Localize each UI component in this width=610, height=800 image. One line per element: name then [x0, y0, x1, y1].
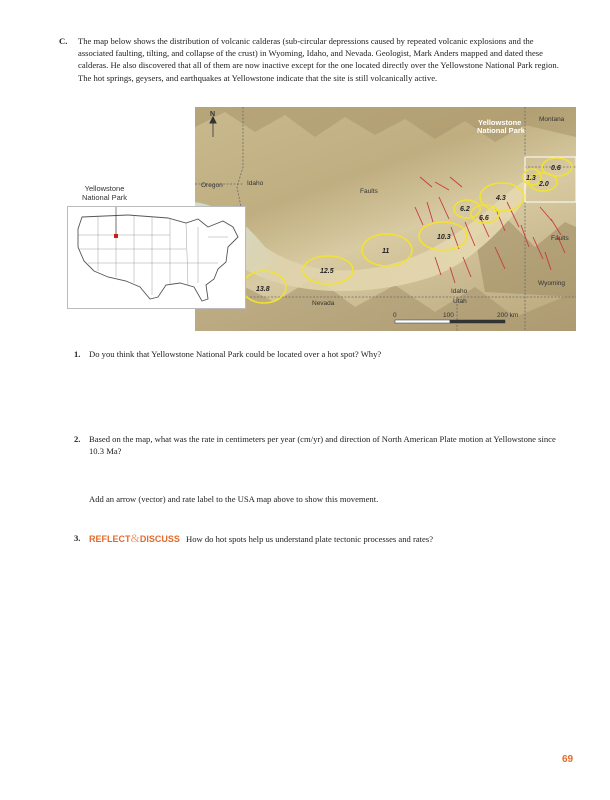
park-label-line2: National Park [477, 126, 525, 135]
north-label: N [210, 111, 216, 118]
caldera-label-1-3: 1.3 [526, 175, 536, 182]
scale-zero: 0 [393, 312, 397, 319]
caldera-label-12-5: 12.5 [320, 268, 334, 275]
label-wyoming: Wyoming [538, 280, 566, 287]
question-2-text: Based on the map, what was the rate in centimeters per year (cm/yr) and direction of North American Plate motion at Yellowstone since 10.3 Ma? [89, 434, 556, 457]
question-1-text: Do you think that Yellowstone National Park could be located over a hot spot? Why? [89, 349, 382, 359]
reflect-word: REFLECT [89, 534, 131, 544]
caldera-label-6-2: 6.2 [460, 206, 470, 213]
scale-mid: 100 [443, 312, 454, 319]
caldera-label-13-8: 13.8 [256, 286, 270, 293]
question-3 [74, 531, 569, 545]
map-graphic [195, 107, 576, 331]
question-2 [74, 433, 569, 457]
question-1 [74, 348, 569, 360]
question-3-text: How do hot spots help us understand plate tectonic processes and rates? [186, 534, 434, 544]
label-oregon: Oregon [201, 182, 223, 189]
caldera-label-6-6: 6.6 [479, 215, 489, 222]
caldera-label-10-3: 10.3 [437, 234, 451, 241]
reflect-discuss-tag [89, 531, 180, 545]
usa-map-graphic [68, 207, 245, 308]
caldera-label-4-3: 4.3 [496, 195, 506, 202]
label-montana: Montana [539, 116, 565, 123]
intro-text: The map below shows the distribution of volcanic calderas (sub-circular depressions caused by repeated volcanic explosions and the associated faulting, tilting, and collapse of the crust) in Wyoming, Idaho, and Nevada. Geologist, Mark Anders mapped and dated these calderas. He also discovered that all of them are now inactive except for the one located directly over the Yellowstone National Park region. The hot springs, geysers, and earthquakes at Yellowstone indicate that the site is still volcanically active. [78, 36, 559, 83]
scale-bar-graphic [395, 320, 505, 323]
question-2-number: 2. [74, 434, 81, 444]
question-3-number: 3. [74, 533, 81, 543]
terrain [195, 107, 576, 331]
caldera-label-2-0: 2.0 [539, 181, 549, 188]
caldera-label-11: 11 [382, 248, 390, 255]
inset-park-label [82, 184, 127, 202]
usa-outline [78, 215, 238, 301]
label-utah: Utah [453, 298, 467, 305]
inset-label-line1: Yellowstone [84, 184, 125, 193]
yellowstone-marker [114, 234, 118, 238]
usa-inset-map [67, 206, 246, 309]
inset-label-line2: National Park [82, 193, 128, 202]
arrow-task-text: Add an arrow (vector) and rate label to the USA map above to show this movement. [89, 494, 379, 504]
ampersand: & [130, 531, 140, 545]
question-1-number: 1. [74, 349, 81, 359]
caldera-map [195, 107, 576, 331]
caldera-label-0-6: 0.6 [551, 165, 561, 172]
north-arrow-icon [210, 117, 216, 137]
park-label-line1: Yellowstone [478, 118, 522, 127]
discuss-word: DISCUSS [139, 534, 180, 544]
label-faults-1: Faults [360, 188, 378, 195]
page-number: 69 [562, 754, 574, 765]
label-idaho-bottom: Idaho [451, 288, 468, 295]
section-letter: C. [59, 36, 68, 46]
label-idaho-top: Idaho [247, 180, 264, 187]
label-faults-2: Faults [551, 235, 569, 242]
intro-paragraph [59, 35, 568, 84]
label-nevada: Nevada [312, 300, 335, 307]
scale-end: 200 km [497, 312, 519, 319]
arrow-task [89, 493, 569, 505]
